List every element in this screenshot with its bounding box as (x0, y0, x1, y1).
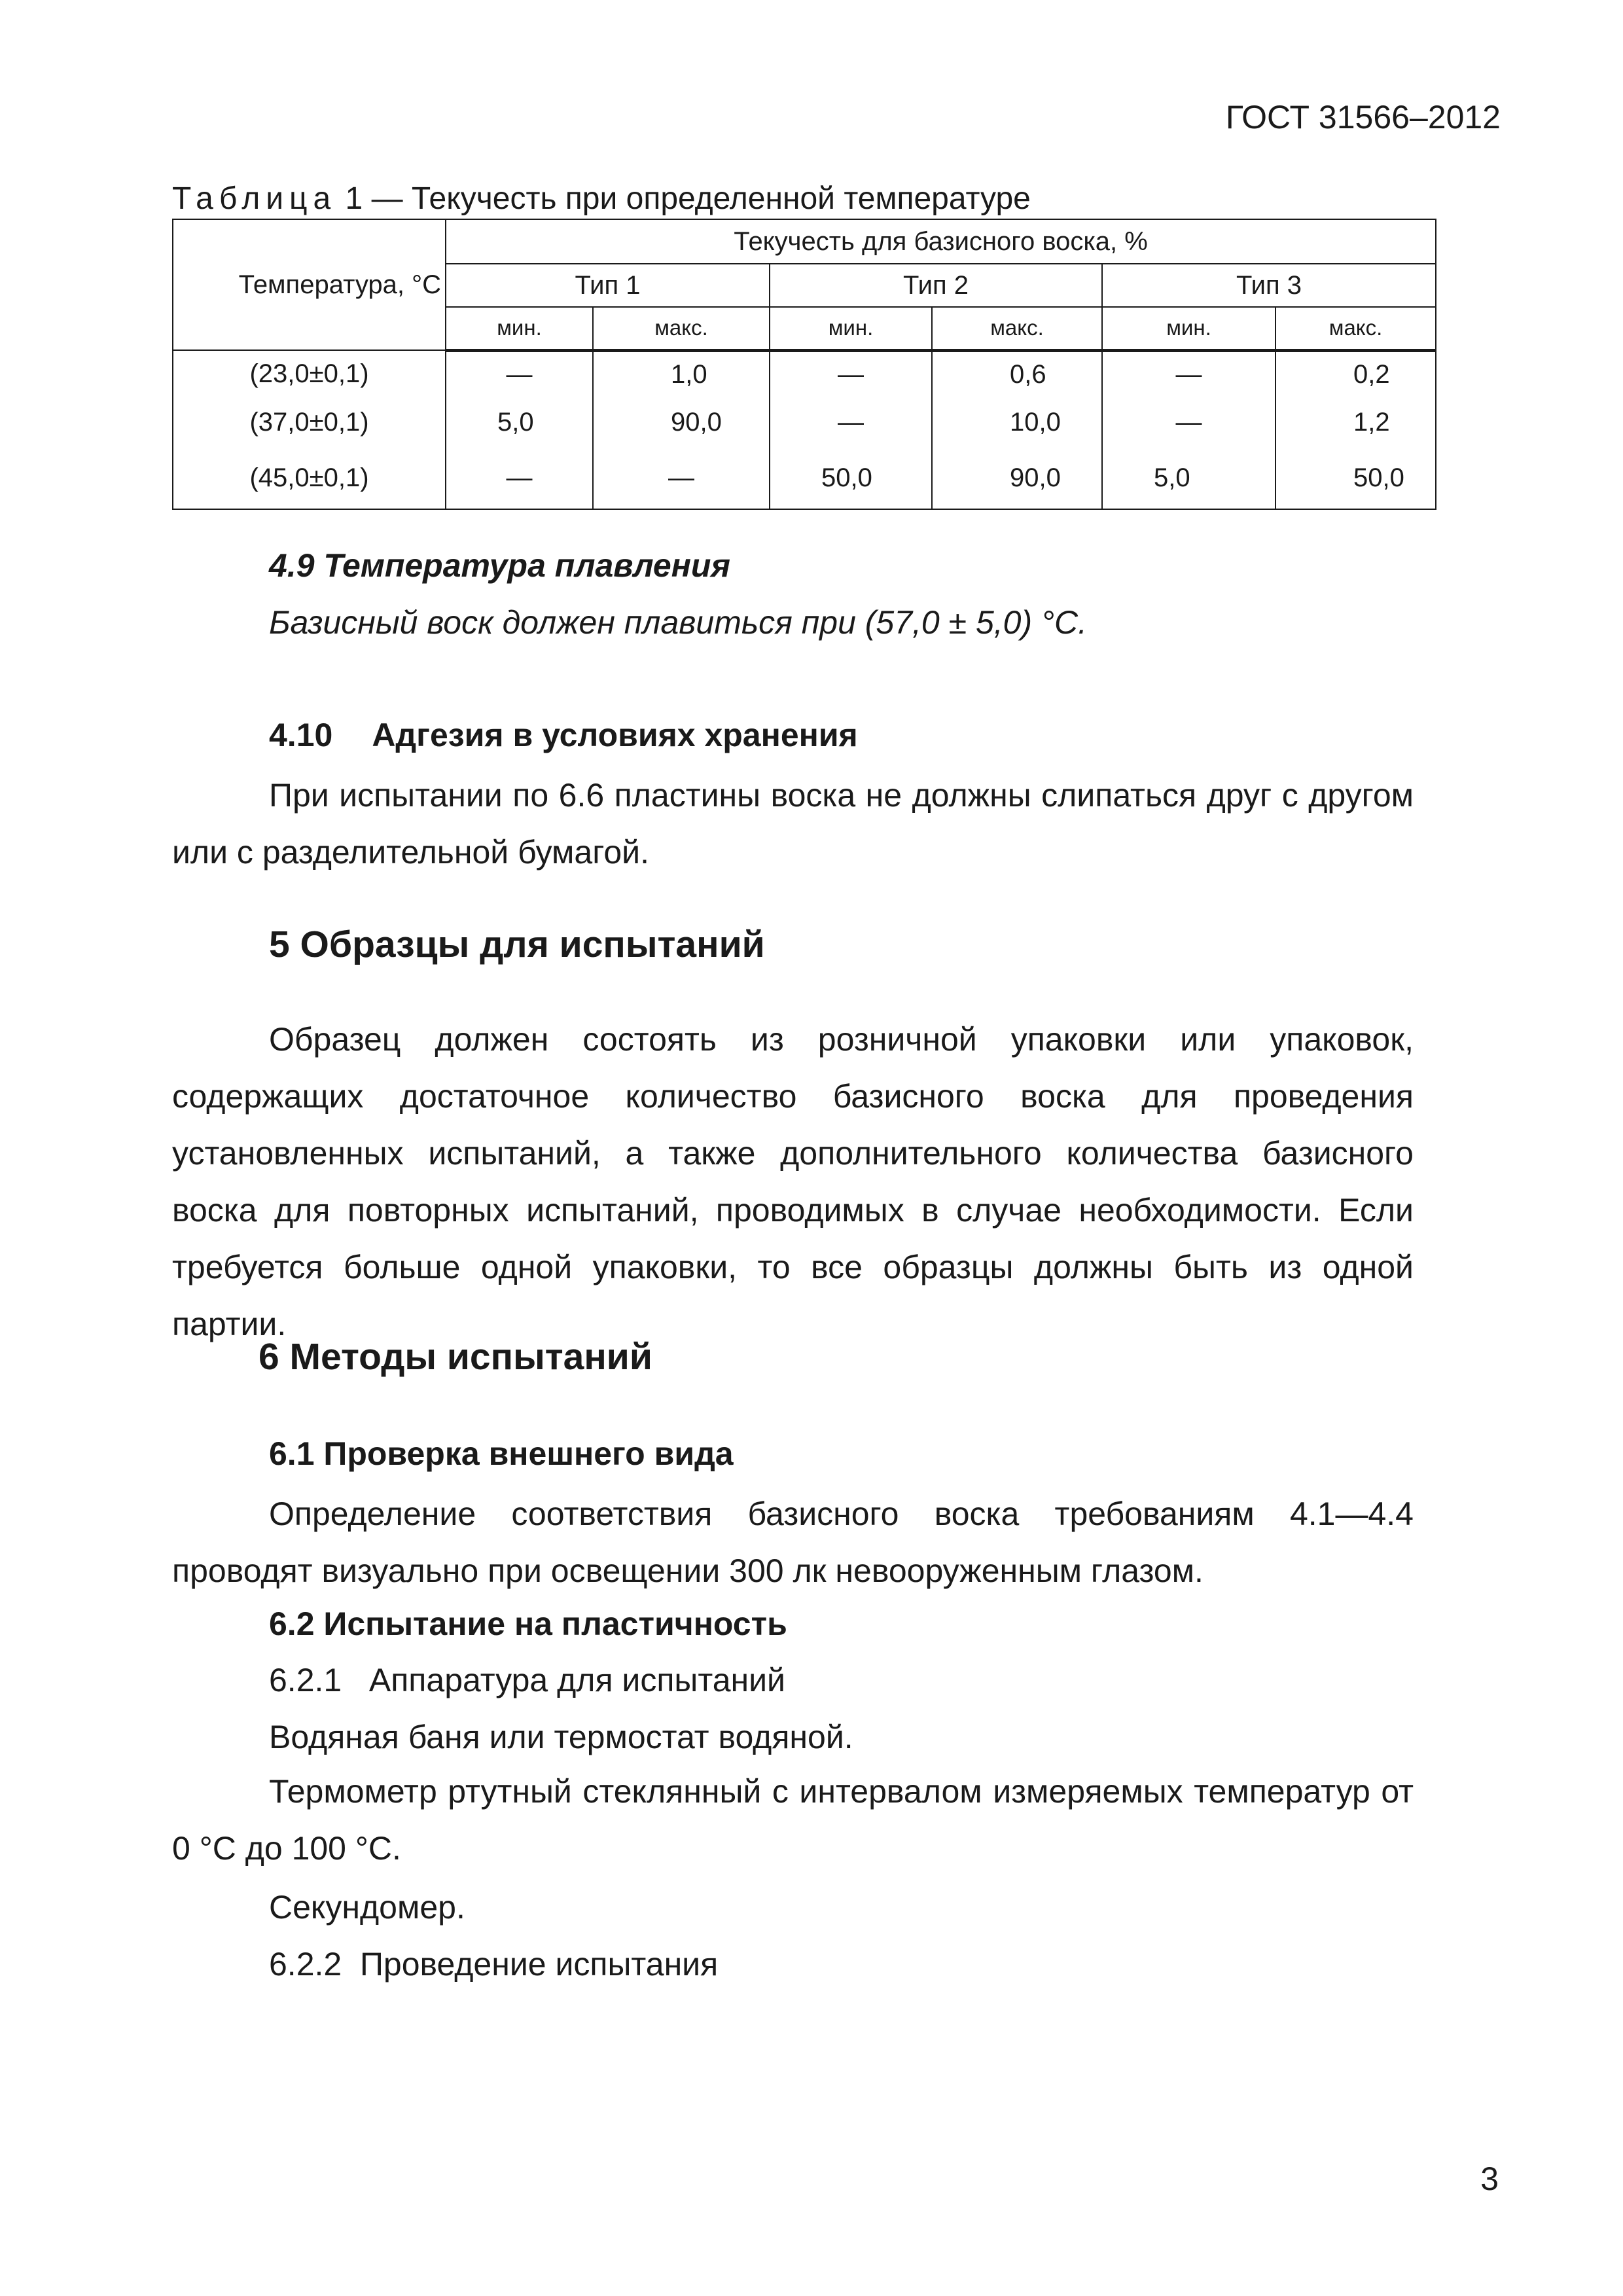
min-header: мин. (1102, 307, 1275, 350)
table-cell: — (770, 350, 932, 397)
table-cell: 5,0 (446, 397, 593, 447)
table-cell: 50,0 (1275, 447, 1436, 509)
table-cell: 1,0 (593, 350, 770, 397)
page-number: 3 (1480, 2161, 1499, 2197)
section-4-9-text: Базисный воск должен плавиться при (57,0 ± 5,0) °С. (269, 604, 1087, 641)
table-cell: 0,6 (932, 350, 1102, 397)
table-cell: 0,2 (1275, 350, 1436, 397)
type2-header: Тип 2 (770, 264, 1102, 307)
section-6-2-2-heading: 6.2.2 Проведение испытания (269, 1946, 719, 1982)
section-4-9-heading: 4.9 Температура плавления (269, 547, 730, 584)
type3-header: Тип 3 (1102, 264, 1436, 307)
table-cell: 5,0 (1102, 447, 1275, 509)
equipment-stopwatch: Секундомер. (269, 1889, 465, 1926)
section-4-10-number: 4.10 (269, 717, 333, 753)
table-cell: — (593, 447, 770, 509)
equipment-thermometer: Термометр ртутный стеклянный с интервалом измеряемых температур от 0 °С до 100 °С. (172, 1773, 1414, 1867)
min-header: мин. (770, 307, 932, 350)
section-6-2-1-heading: 6.2.1 Аппаратура для испытаний (269, 1662, 785, 1698)
table-row (173, 447, 1436, 509)
flow-group-header: Текучесть для базисного воска, % (446, 219, 1436, 264)
table-cell: 50,0 (770, 447, 932, 509)
type1-header: Тип 1 (446, 264, 770, 307)
section-6-2-heading: 6.2 Испытание на пластичность (269, 1605, 787, 1642)
temperature-cell: (37,0±0,1) (173, 397, 446, 447)
section-5-text: Образец должен состоять из розничной упаковки или упаковок, содержащих достаточное количество базисного воска для проведения установленных испытаний, а также дополнительного количества базисного воска для повторных испытаний, проводимых в случае необходимости. Если требуется больше одной упаковки, то все образцы должны быть из одной партии. (172, 1021, 1414, 1342)
table-cell: 90,0 (932, 447, 1102, 509)
equipment-water-bath: Водяная баня или термостат водяной. (269, 1719, 853, 1755)
temperature-cell: (23,0±0,1) (173, 350, 446, 397)
section-6-1-text: Определение соответствия базисного воска требованиям 4.1—4.4 проводят визуально при освещении 300 лк невооруженным глазом. (172, 1496, 1414, 1589)
table-caption (172, 181, 1031, 217)
section-4-10-heading (269, 716, 858, 754)
document-code: ГОСТ 31566–2012 (1225, 99, 1501, 135)
table-caption-word: Таблица (172, 181, 337, 216)
table-row (173, 397, 1436, 447)
table-cell: — (446, 350, 593, 397)
table-cell: — (446, 447, 593, 509)
section-5-heading: 5 Образцы для испытаний (269, 924, 765, 965)
table-cell: 90,0 (593, 397, 770, 447)
table-cell: — (770, 397, 932, 447)
max-header: макс. (1275, 307, 1436, 350)
max-header: макс. (593, 307, 770, 350)
section-6-1-heading: 6.1 Проверка внешнего вида (269, 1435, 734, 1472)
table-cell: — (1102, 397, 1275, 447)
temperature-column-header: Температура, °С (173, 219, 446, 350)
table-caption-title: 1 — Текучесть при определенной температуре (336, 181, 1031, 216)
section-4-10-title: Адгезия в условиях хранения (372, 717, 858, 753)
temperature-cell: (45,0±0,1) (173, 447, 446, 509)
table-row (173, 350, 1436, 397)
section-4-10-text: При испытании по 6.6 пластины воска не должны слипаться друг с другом или с разделительной бумагой. (172, 777, 1414, 870)
max-header: макс. (932, 307, 1102, 350)
table-cell: — (1102, 350, 1275, 397)
flow-table (172, 219, 1436, 510)
section-6-heading: 6 Методы испытаний (259, 1336, 652, 1378)
table-cell: 1,2 (1275, 397, 1436, 447)
min-header: мин. (446, 307, 593, 350)
table-cell: 10,0 (932, 397, 1102, 447)
